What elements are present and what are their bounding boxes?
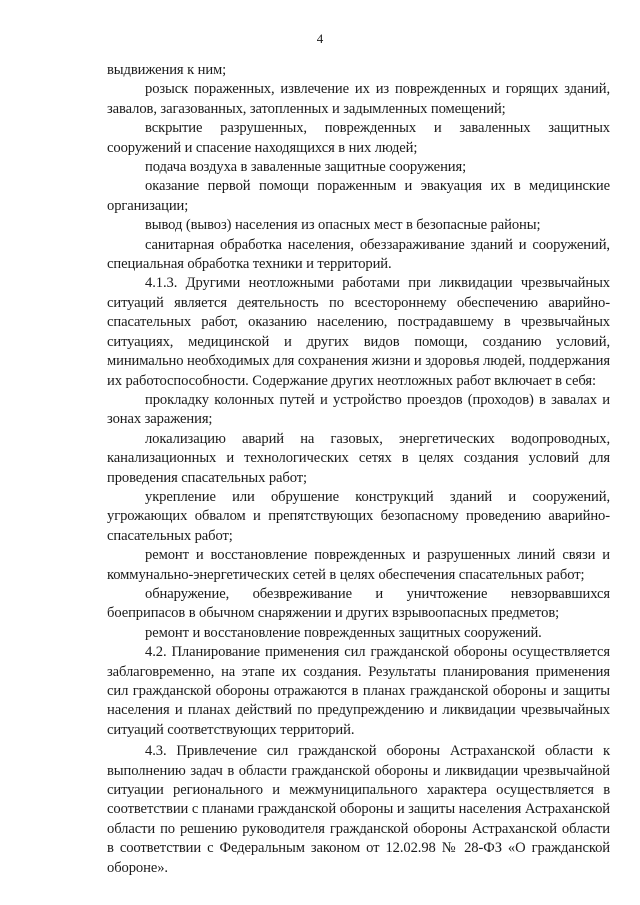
list-item-ordnance-disposal: обнаружение, обезвреживание и уничтожение невзорвавшихся боеприпасов в обычном снаряжении и других взрывоопасных предметов;: [107, 585, 610, 622]
list-item-column-routes: прокладку колонных путей и устройство проездов (проходов) в завалах и зонах заражения;: [107, 391, 610, 428]
list-item-open-shelters: вскрытие разрушенных, поврежденных и заваленных защитных сооружений и спасение находящихся в них людей;: [107, 120, 610, 156]
paragraph-continuation: выдвижения к ним;: [107, 62, 227, 78]
paragraph-4-3: 4.3. Привлечение сил гражданской обороны Астраханской области к выполнению задач в области гражданской обороны и ликвидации чрезвычайной ситуации регионального и межмуниципального характера осуществляется в соответствии с планами гражданской обороны и защиты населения Астраханской области по решению руководителя гражданской обороны Астраханской области в соответствии с Федеральным законом от 12.02.98 № 28-ФЗ «О гражданской обороне».: [107, 743, 610, 876]
paragraph-4-1-3: 4.1.3. Другими неотложными работами при ликвидации чрезвычайных ситуаций является деятельность по всестороннему обеспечению аварийно-спасательных работ, оказанию населению, пострадавшему в чрезвычайных ситуациях, медицинской и других видов помощи, созданию условий, минимально необходимых для сохранения жизни и здоровья людей, поддержания их работоспособности. Содержание других неотложных работ включает в себя:: [107, 275, 610, 389]
list-item-accident-localization: локализацию аварий на газовых, энергетических водопроводных, канализационных и технологических сетях в целях создания условий для проведения спасательных работ;: [107, 430, 610, 486]
paragraph-4-2: 4.2. Планирование применения сил гражданской обороны осуществляется заблаговременно, на этапе их создания. Результаты планирования применения сил гражданской обороны отражаются в планах гражданской обороны и защиты населения и планах действий по предупреждению и ликвидации чрезвычайных ситуаций соответствующих территорий.: [107, 644, 610, 738]
document-body: [107, 61, 610, 878]
list-item-shelter-repair: ремонт и восстановление поврежденных защитных сооружений.: [145, 624, 542, 641]
list-item-evacuation: вывод (вывоз) населения из опасных мест в безопасные районы;: [145, 217, 541, 234]
list-item-network-repair: ремонт и восстановление поврежденных и разрушенных линий связи и коммунально-энергетических сетей в целях обеспечения спасательных работ;: [107, 547, 610, 583]
page-number: 4: [316, 31, 324, 46]
list-item-first-aid: оказание первой помощи пораженным и эвакуация их в медицинские организации;: [107, 178, 610, 214]
list-item-sanitation: санитарная обработка населения, обеззараживание зданий и сооружений, специальная обработка техники и территорий.: [107, 236, 610, 273]
list-item-search-victims: розыск пораженных, извлечение их из поврежденных и горящих зданий, завалов, загазованных, затопленных и задымленных помещений;: [107, 81, 610, 117]
list-item-structure-reinforcement: укрепление или обрушение конструкций зданий и сооружений, угрожающих обвалом и препятствующих безопасному проведению аварийно-спасательных работ;: [107, 488, 610, 544]
list-item-air-supply: подача воздуха в заваленные защитные сооружения;: [145, 159, 467, 176]
